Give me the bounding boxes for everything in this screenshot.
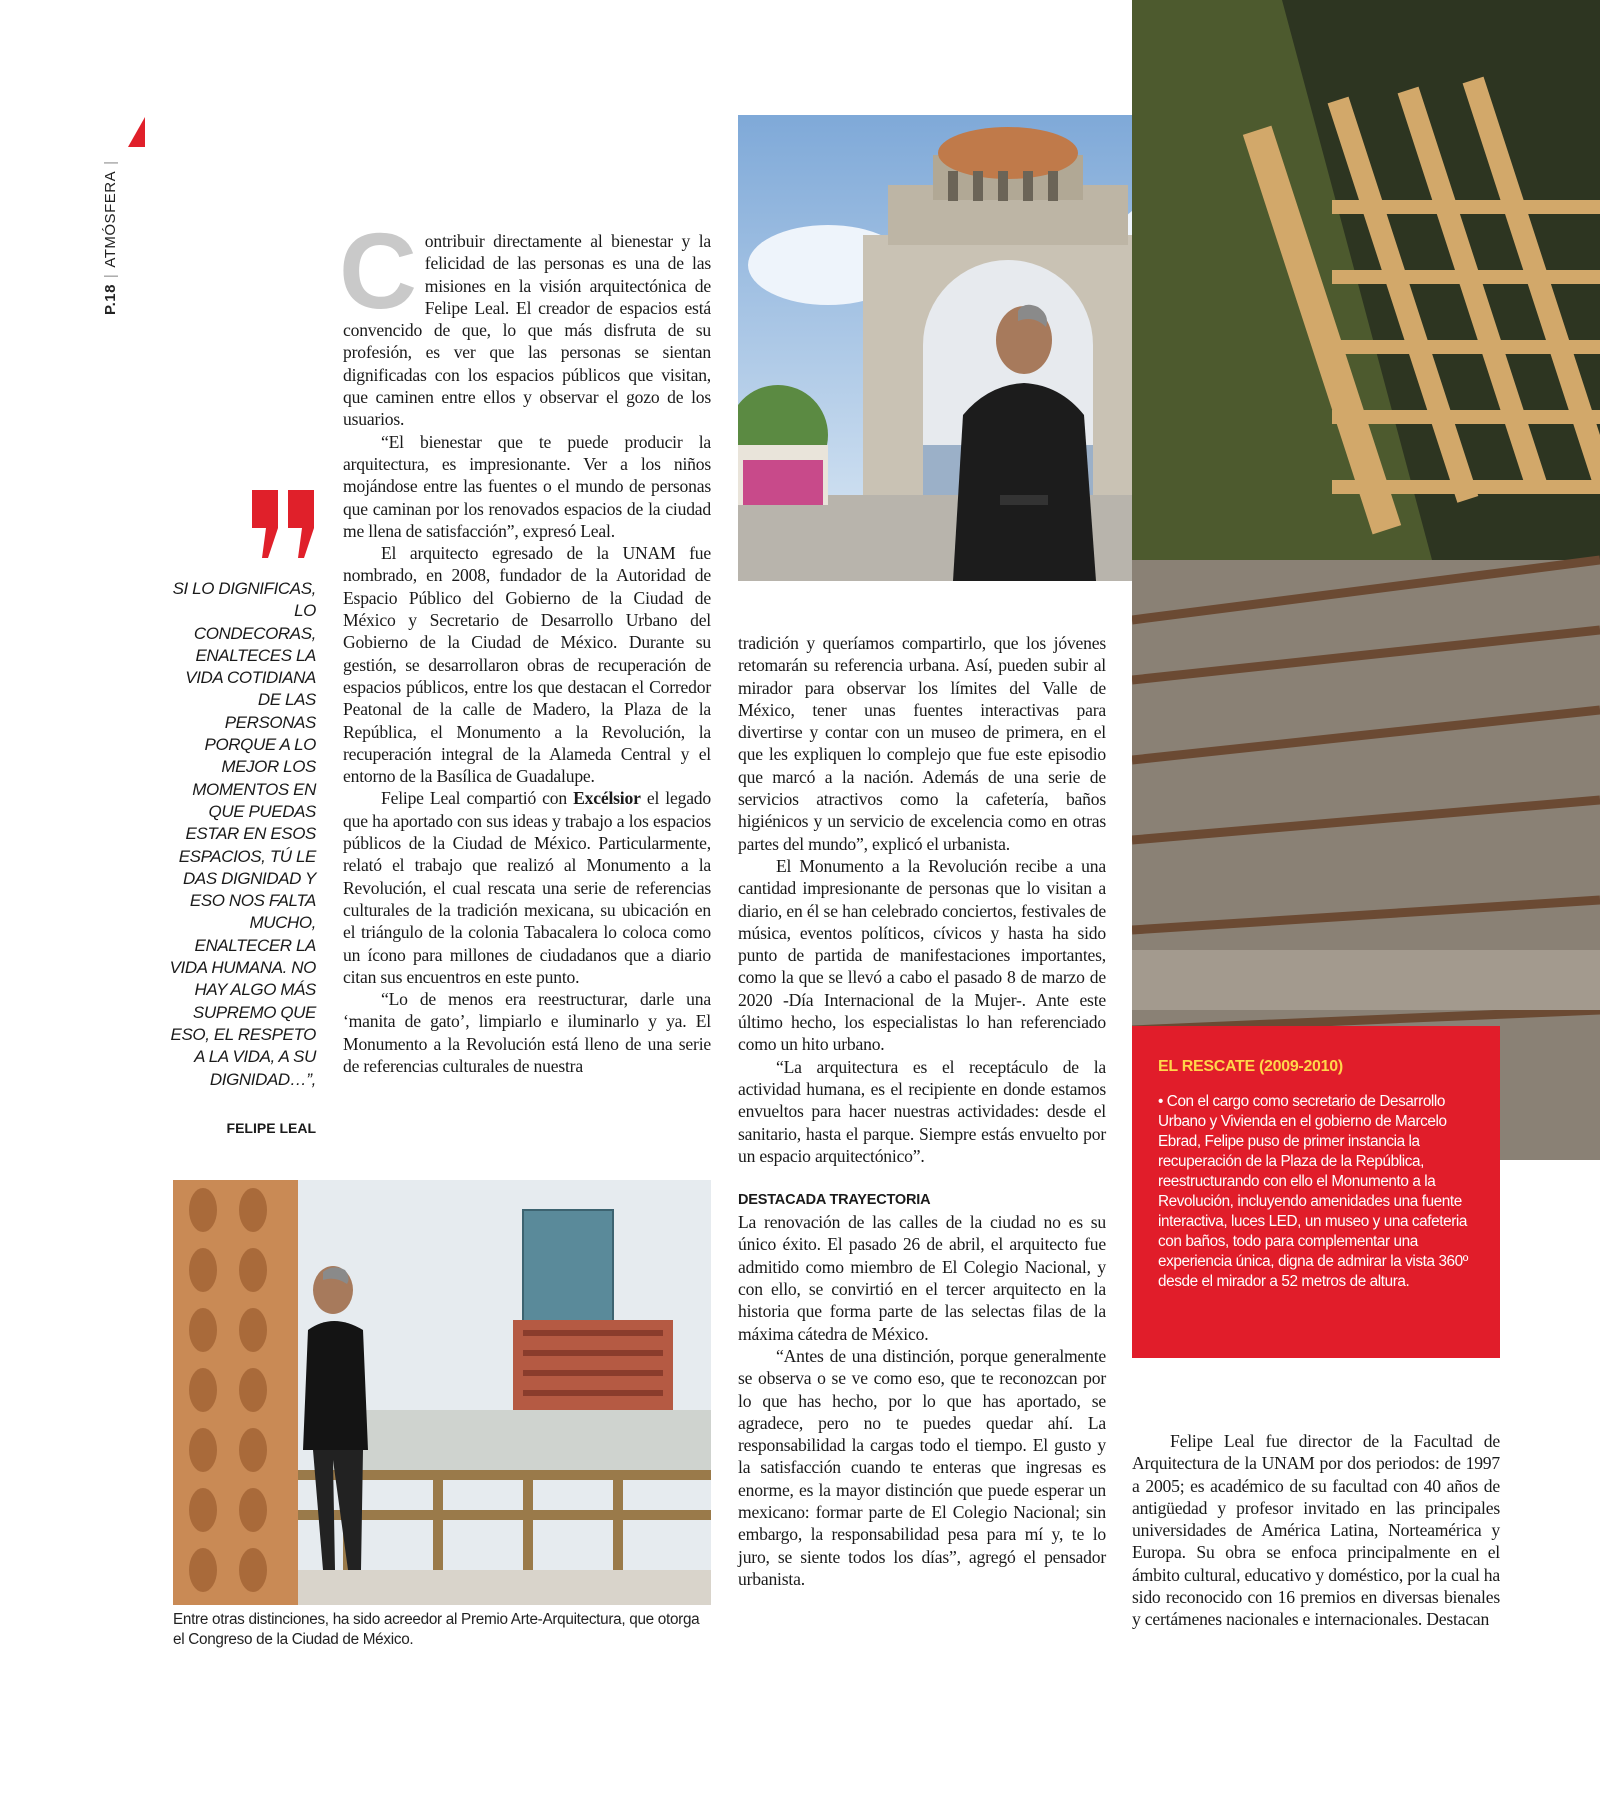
staircase-photo — [1132, 0, 1600, 1160]
article-column-3 — [1132, 1430, 1500, 1631]
quote-marks-icon — [250, 488, 318, 565]
balcony-photo — [173, 1180, 711, 1605]
article-paragraph: “El bienestar que te puede producir la arquitectura, es impresionante. Ver a los niños mojándose entre las fuentes o el mundo de personas que caminan por los renovados espacios de la ciudad me llena de satisfacción”, expresó Leal. — [343, 431, 711, 541]
page-number: P.18 — [102, 284, 119, 315]
article-paragraph: Felipe Leal compartió con Excélsior el legado que ha aportado con sus ideas y trabajo a los espacios públicos de la Ciudad de México. Particularmente, relató el trabajo que realizó al Monumento a la Revolución, el cual rescata una serie de referencias culturales de la tradición mexicana, su ubicación en el triángulo de la colonia Tabacalera lo coloca como un ícono para millones de ciudadanos que a diario citan sus encuentros en este punto. — [343, 788, 711, 987]
drop-cap: C — [339, 210, 417, 331]
article-column-2 — [738, 632, 1106, 1590]
article-paragraph: Contribuir directamente al bienestar y la felicidad de las personas es una de las misiones en la visión arquitectónica de Felipe Leal. El creador de espacios está convencido de que, lo que más disfruta de su profesión, es ver que las personas se sientan dignificadas con los espacios públicos que visitan, que caminen entre ellos y observar el gozo de los usuarios. — [339, 210, 711, 430]
article-paragraph: Felipe Leal fue director de la Facultad de Arquitectura de la UNAM por dos periodos: de 1997 a 2005; es académico de su facultad con 40 años de antigüedad y profesor invitado en las principales universidades de América Latina, Norteamérica y Europa. Su obra se enfoca principalmente en el ámbito cultural, educativo y doméstico, por la cual ha sido reconocido con 16 premios en diversas bienales y certámenes nacionales e internacionales. Destacan — [1132, 1431, 1500, 1630]
article-paragraph: El Monumento a la Revolución recibe a una cantidad impresionante de personas que lo visitan a diario, en él se han celebrado conciertos, festivales de música, eventos políticos, cívicos y hasta ha sido punto de partida de manifestaciones importantes, como la que se llevó a cabo el pasado 8 de marzo de 2020 -Día Internacional de la Mujer-. Ante este último hecho, los especialistas lo han referenciado como un hito urbano. — [738, 855, 1106, 1055]
sidebar-title: EL RESCATE (2009-2010) — [1158, 1058, 1343, 1075]
article-paragraph: El arquitecto egresado de la UNAM fue nombrado, en 2008, fundador de la Autoridad de Espacio Público del Gobierno de la Ciudad de México y Secretario de Desarrollo Urbano del Gobierno de la Ciudad de México. Durante su gestión, se desarrollaron obras de recuperación de espacios públicos, entre los que destacan el Corredor Peatonal de la calle de Madero, la Plaza de la República, el Monumento a la Revolución, la recuperación integral de la Alameda Central y el entorno de la Basílica de Guadalupe. — [343, 543, 711, 787]
article-paragraph: “Lo de menos era reestructurar, darle una ‘manita de gato’, limpiarlo e iluminarlo y ya. El Monumento a la Revolución está lleno de una serie de referencias culturales de nuestra — [343, 989, 711, 1076]
folio-accent-mark — [128, 117, 145, 147]
section-spacer — [738, 1167, 1106, 1189]
article-paragraph: La renovación de las calles de la ciudad no es su único éxito. El pasado 26 de abril, el arquitecto fue admitido como miembro de El Colegio Nacional, y con ello, se convirtió en el tercer arquitecto en la historia que forma parte de las selectas filas de la máxima cátedra de México. — [738, 1212, 1106, 1344]
folio-separator: | — [102, 273, 119, 279]
article-paragraph: “Antes de una distinción, porque generalmente se observa o se ve como eso, que te reconozcan por lo que has hecho, por lo que has aportado, se agradece, pero no te puedes quedar ahí. La responsabilidad la cargas todo el tiempo. El gusto y la satisfacción cuando te enteras que ingresas es enorme, es la mayor distinción que puede esperar un mexicano: formar parte de El Colegio Nacional; sin embargo, la responsabilidad pesa para mí y, te lo juro, se siente todos los días”, agregó el pensador urbanista. — [738, 1345, 1106, 1589]
subheading: DESTACADA TRAYECTORIA — [738, 1192, 931, 1209]
article-paragraph: tradición y queríamos compartirlo, que los jóvenes retomarán su referencia urbana. Así, pueden subir al mirador para observar los límites del Valle de México, tener unas fuentes interactivas para divertirse y contar con un museo de primera, en el que les expliquen lo complejo que fue este episodio que marcó a la nación. Además de una serie de servicios atractivos como la cafetería, baños higiénicos y un servicio de excelencia como en otras partes del mundo”, explicó el urbanista. — [738, 633, 1106, 854]
folio — [102, 155, 119, 315]
article-paragraph: “La arquitectura es el receptáculo de la actividad humana, es el recipiente en donde estamos envueltos para hacer nuestras actividades: desde el sanitario, hasta el parque. Siempre estás envuelto por un espacio arquitectónico”. — [738, 1056, 1106, 1166]
sidebar-box — [1132, 1026, 1500, 1358]
pull-quote-text: SI LO DIGNIFICAS, LO CONDECORAS, ENALTECES LA VIDA COTIDIANA DE LAS PERSONAS PORQUE A LO MEJOR LOS MOMENTOS EN QUE PUEDAS ESTAR EN ESOS ESPACIOS, TÚ LE DAS DIGNIDAD Y ESO NOS FALTA MUCHO, ENALTECER LA VIDA HUMANA. NO HAY ALGO MÁS SUPREMO QUE ESO, EL RESPETO A LA VIDA, A SU DIGNIDAD…”, — [169, 579, 316, 1089]
section-name: ATMÓSFERA — [102, 170, 119, 268]
sidebar-body: • Con el cargo como secretario de Desarrollo Urbano y Vivienda en el gobierno de Marcelo Ebrad, Felipe puso de primer instancia la recuperación de la Plaza de la República, reestructurando con ello el Monumento a la Revolución, incluyendo amenidades una fuente interactiva, luces LED, un museo y una cafeteria con baños, todo para complementar una experiencia única, digna de admirar la vista 360º desde el mirador a 52 metros de altura. — [1158, 1093, 1468, 1290]
folio-separator-end: | — [102, 160, 119, 165]
publication-name: Excélsior — [573, 788, 641, 809]
article-column-1 — [339, 210, 711, 1077]
photo-caption: Entre otras distinciones, ha sido acreedor al Premio Arte-Arquitectura, que otorga el Congreso de la Ciudad de México. — [173, 1611, 700, 1648]
pull-quote-author: FELIPE LEAL — [226, 1120, 316, 1136]
